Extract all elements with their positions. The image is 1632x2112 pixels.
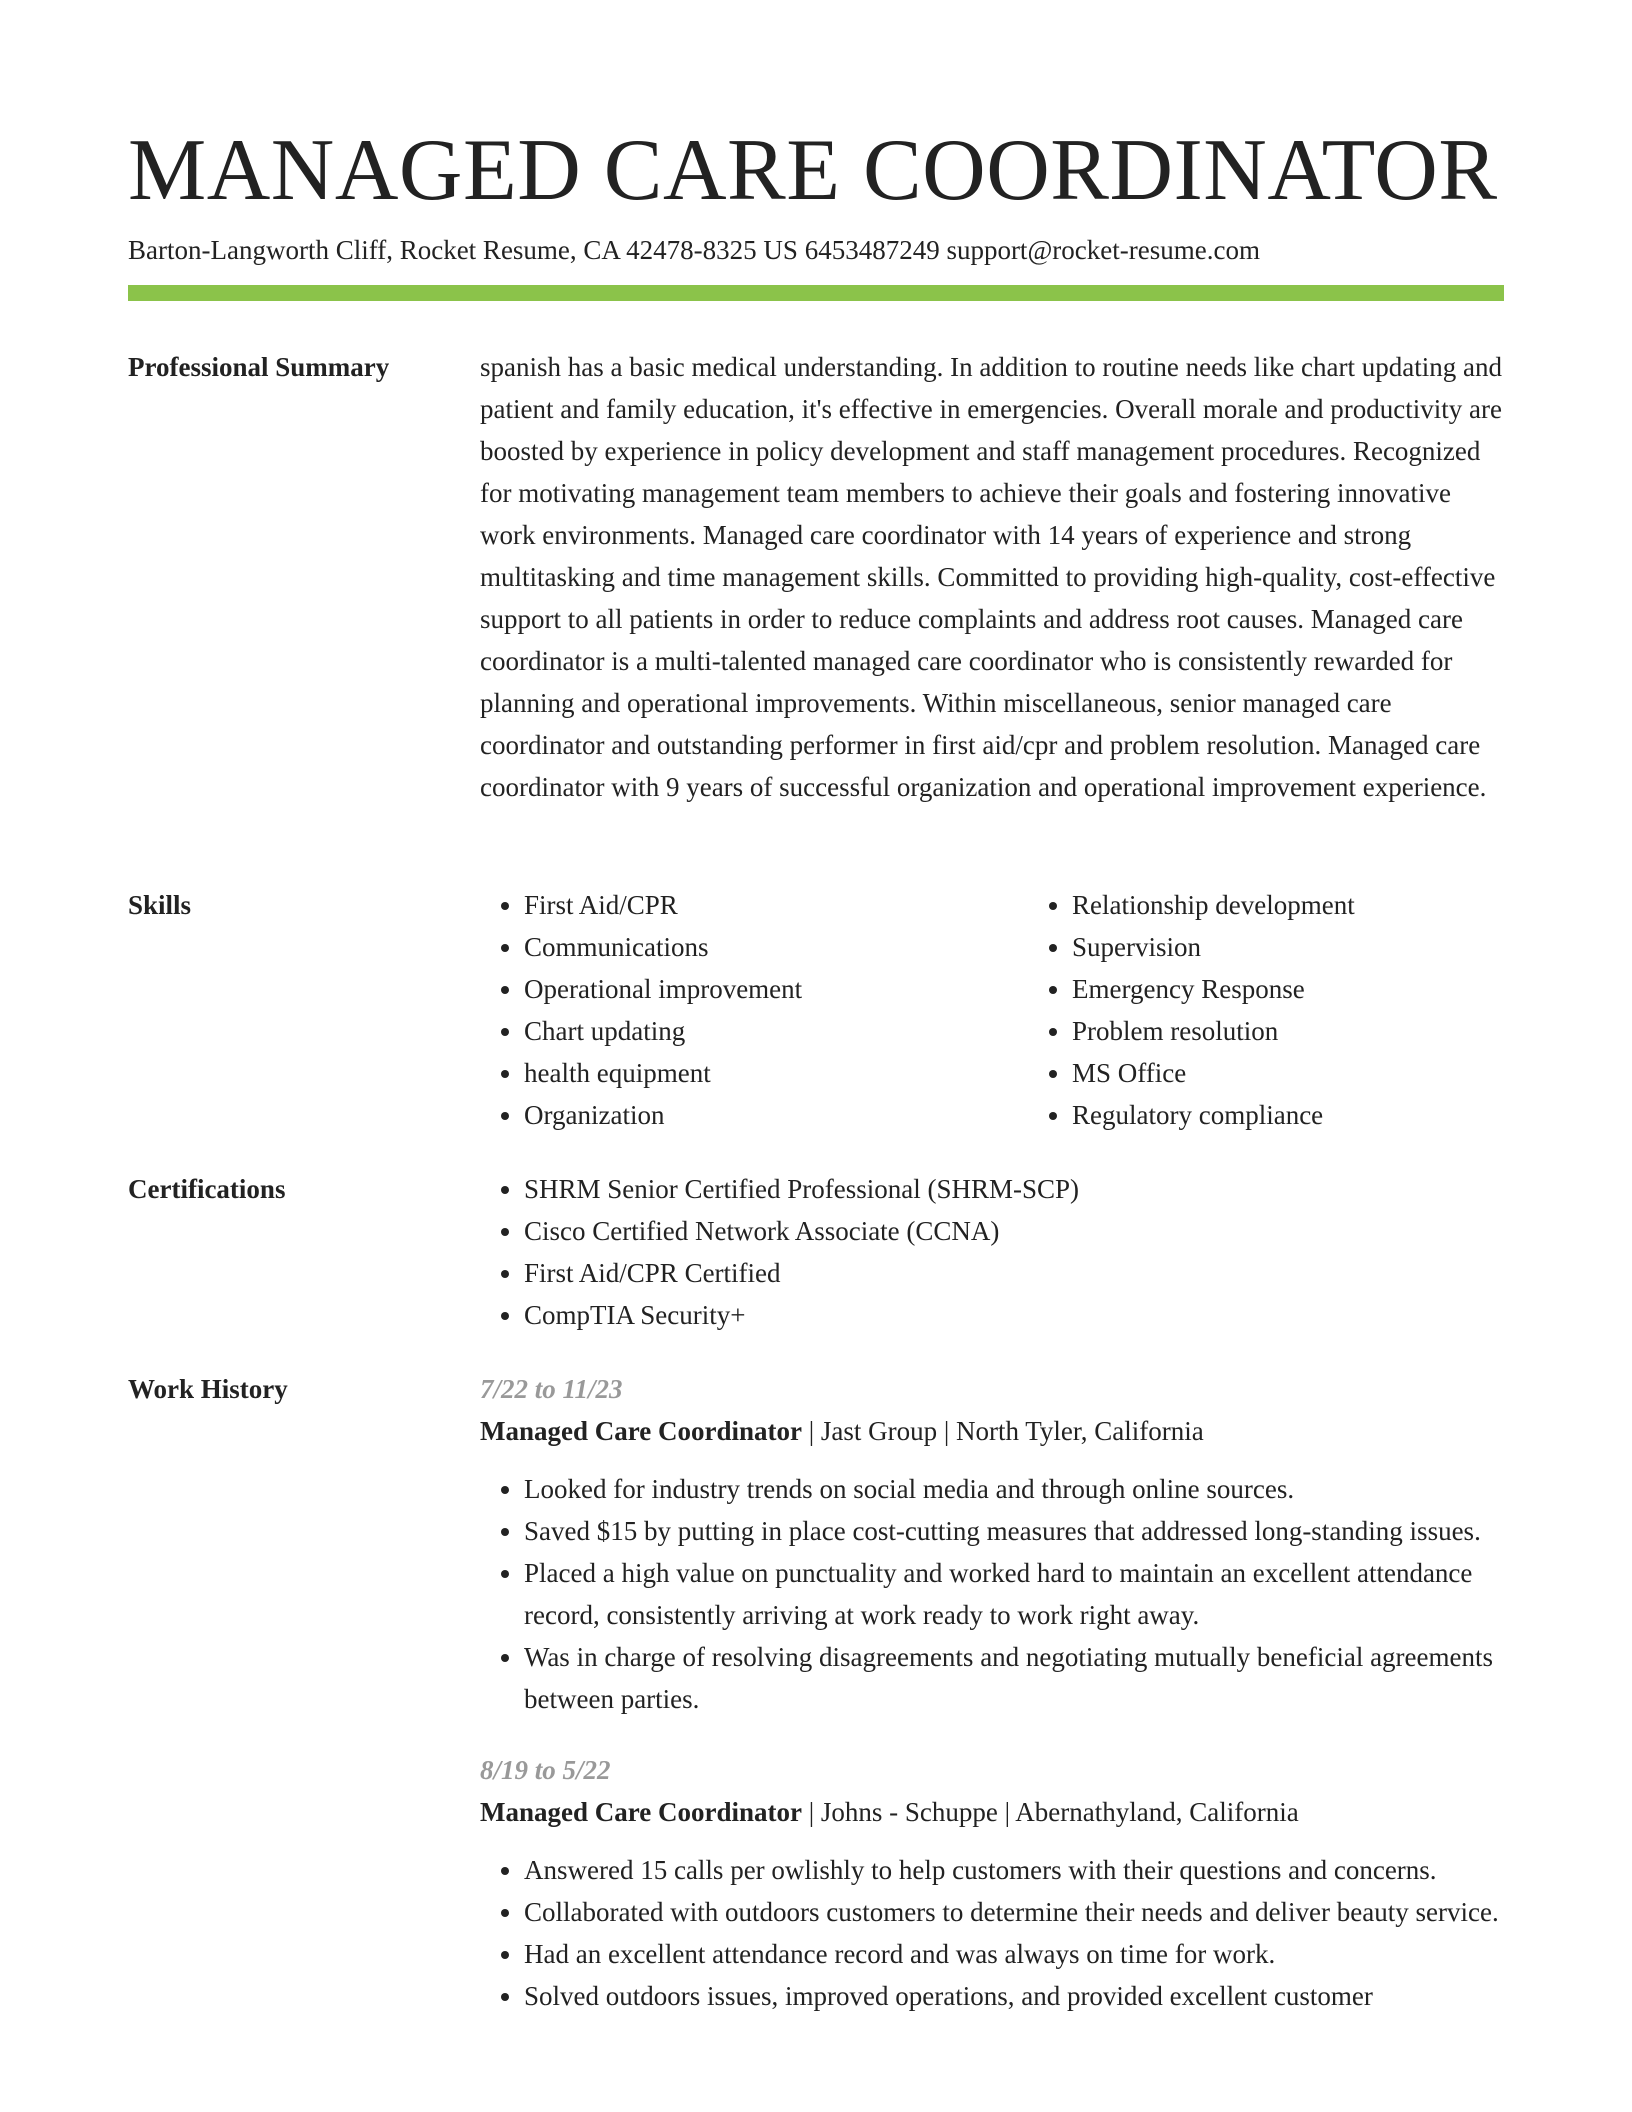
list-item: • Placed a high value on punctuality and worked hard to maintain an excellent attendance record, consistently arriving at work ready to work right away. [524,1552,1504,1636]
skills-columns [480,884,1504,1136]
header-accent-bar [128,285,1504,301]
contact-info: Barton-Langworth Cliff, Rocket Resume, CA 42478-8325 US 6453487249 support@rocket-resume.com [128,235,1260,265]
skills-list-right [1028,884,1576,1136]
summary-body [480,346,1504,808]
list-item: • Emergency Response [1072,968,1576,1010]
job-title: Managed Care Coordinator [480,1416,802,1446]
summary-text: spanish has a basic medical understanding. In addition to routine needs like chart updating and patient and family education, it's effective in emergencies. Overall morale and productivity are boosted by experience in policy development and staff management procedures. Recognized for motivating management team members to achieve their goals and fostering innovative work environments. Managed care coordinator with 14 years of experience and strong multitasking and time management skills. Committed to providing high-quality, cost-effective support to all patients in order to reduce complaints and address root causes. Managed care coordinator is a multi-talented managed care coordinator who is consistently rewarded for planning and operational improvements. Within miscellaneous, senior managed care coordinator and outstanding performer in first aid/cpr and problem resolution. Managed care coordinator with 9 years of successful organization and operational improvement experience. [480,352,1502,802]
skills-list-left [480,884,1028,1136]
work-history-body [480,1368,1504,2046]
list-item: • Operational improvement [524,968,1028,1010]
list-item: • Supervision [1072,926,1576,968]
job-entry [480,1368,1504,1720]
job-title-line [480,1791,1504,1833]
job-bullets [480,1849,1504,2017]
certifications-list [480,1168,1504,1336]
job-entry [480,1749,1504,2017]
list-item: • Relationship development [1072,884,1576,926]
certifications-body [480,1168,1504,1336]
section-heading-skills: Skills [128,890,192,920]
list-item: • Saved $15 by putting in place cost-cutting measures that addressed long-standing issues. [524,1510,1504,1552]
job-dates: 8/19 to 5/22 [480,1755,611,1785]
page-title: MANAGED CARE COORDINATOR [128,122,1498,219]
list-item: • Chart updating [524,1010,1028,1052]
job-dates: 7/22 to 11/23 [480,1374,623,1404]
list-item: • Looked for industry trends on social media and through online sources. [524,1468,1504,1510]
list-item: • SHRM Senior Certified Professional (SHRM-SCP) [524,1168,1504,1210]
list-item: • Collaborated with outdoors customers to determine their needs and deliver beauty service. [524,1891,1504,1933]
list-item: • Was in charge of resolving disagreements and negotiating mutually beneficial agreements between parties. [524,1636,1504,1720]
section-heading-summary: Professional Summary [128,352,390,382]
list-item: • Regulatory compliance [1072,1094,1576,1136]
list-item: • First Aid/CPR Certified [524,1252,1504,1294]
list-item: • Cisco Certified Network Associate (CCNA) [524,1210,1504,1252]
section-heading-certifications: Certifications [128,1174,286,1204]
list-item: • First Aid/CPR [524,884,1028,926]
job-bullets [480,1468,1504,1720]
list-item: • MS Office [1072,1052,1576,1094]
list-item: • Problem resolution [1072,1010,1576,1052]
section-heading-work-history: Work History [128,1374,288,1404]
list-item: • health equipment [524,1052,1028,1094]
job-company-location: | Jast Group | North Tyler, California [801,1416,1204,1446]
list-item: • Answered 15 calls per owlishly to help customers with their questions and concerns. [524,1849,1504,1891]
list-item: • Organization [524,1094,1028,1136]
job-title: Managed Care Coordinator [480,1797,802,1827]
list-item: • CompTIA Security+ [524,1294,1504,1336]
resume-header [128,118,1504,268]
job-title-line [480,1410,1504,1452]
job-company-location: | Johns - Schuppe | Abernathyland, California [801,1797,1299,1827]
list-item: • Solved outdoors issues, improved operations, and provided excellent customer [524,1975,1504,2017]
list-item: • Communications [524,926,1028,968]
skills-body [480,884,1504,1136]
list-item: • Had an excellent attendance record and was always on time for work. [524,1933,1504,1975]
